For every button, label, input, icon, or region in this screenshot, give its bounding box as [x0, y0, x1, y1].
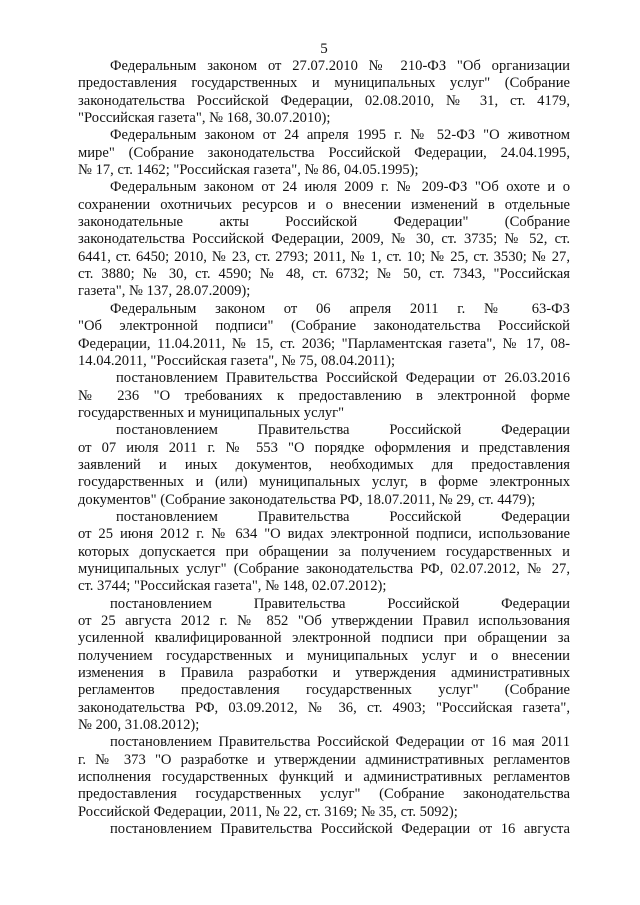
text-line: постановлением Правительства Российской Федерации — [110, 595, 570, 612]
text-line: Федеральным законом от 27.07.2010 № 210-ФЗ "Об организации — [110, 58, 570, 74]
legal-reference-paragraph — [78, 596, 570, 735]
legal-reference-paragraph — [78, 179, 570, 300]
text-line: ст. 3880; № 30, ст. 4590; № 48, ст. 6732; № 50, ст. 7343, "Российская — [78, 266, 570, 283]
text-line: Федеральным законом от 24 июля 2009 г. № 209-ФЗ "Об охоте и о — [110, 179, 570, 196]
text-line: сохранении охотничьих ресурсов и о внесении изменений в отдельные — [78, 196, 570, 213]
text-line: получением государственных и муниципальных услуг и о внесении — [78, 647, 570, 664]
text-line: законодательные акты Российской Федерации" (Собрание — [78, 214, 570, 231]
text-line: ст. 3744; "Российская газета", № 148, 02.07.2012); — [78, 578, 387, 595]
text-line: постановлением Правительства Российской Федерации от 16 августа — [110, 821, 570, 838]
text-line: № 200, 31.08.2012); — [78, 717, 200, 734]
text-line: исполнения государственных функций и административных регламентов — [78, 769, 570, 786]
text-line: постановлением Правительства Российской Федерации от 16 мая 2011 — [110, 734, 570, 751]
text-line: Федеральным законом от 06 апреля 2011 г. № 63-ФЗ — [110, 300, 570, 317]
text-line: 6441, ст. 6450; 2010, № 23, ст. 2793; 2011, № 1, ст. 10; № 25, ст. 3530; № 27, — [78, 248, 570, 265]
text-line: 14.04.2011, "Российская газета", № 75, 08.04.2011); — [78, 352, 396, 369]
legal-reference-paragraph — [78, 422, 570, 509]
text-line: от 25 июня 2012 г. № 634 "О видах электронной подписи, использование — [78, 526, 570, 543]
text-line: Российской Федерации, 2011, № 22, ст. 3169; № 35, ст. 5092); — [78, 803, 458, 820]
text-line: предоставления государственных услуг" (Собрание законодательства — [78, 786, 570, 803]
text-line: изменения в Правила разработки и утверждения административных — [78, 665, 570, 682]
text-line: государственных и муниципальных услуг" — [78, 404, 345, 421]
text-line: г. № 373 "О разработке и утверждении административных регламентов — [78, 751, 570, 768]
text-line: регламентов предоставления государственных услуг" (Собрание — [78, 682, 570, 699]
text-line: заявлений и иных документов, необходимых для предоставления — [78, 456, 570, 473]
text-line: государственных и (или) муниципальных услуг, в форме электронных — [78, 474, 570, 491]
text-line: муниципальных услуг" (Собрание законодательства РФ, 02.07.2012, № 27, — [78, 560, 570, 577]
text-line: законодательства РФ, 03.09.2012, № 36, ст. 4903; "Российская газета", — [78, 699, 570, 716]
legal-reference-paragraph — [78, 821, 570, 838]
page-number: 5 — [320, 41, 328, 57]
text-line: мире" (Собрание законодательства Российской Федерации, 24.04.1995, — [78, 144, 570, 161]
legal-reference-paragraph — [78, 127, 570, 179]
text-line: которых допускается при обращении за получением государственных и — [78, 543, 570, 560]
legal-reference-paragraph — [78, 734, 570, 821]
text-line: постановлением Правительства Российской Федерации от 26.03.2016 — [116, 370, 570, 387]
text-line: постановлением Правительства Российской Федерации — [116, 508, 570, 525]
text-line: "Российская газета", № 168, 30.07.2010); — [78, 110, 331, 127]
text-line: предоставления государственных и муниципальных услуг" (Собрание — [78, 75, 570, 92]
legal-reference-paragraph — [78, 370, 570, 422]
legal-reference-paragraph — [78, 301, 570, 370]
legal-reference-paragraph — [78, 58, 570, 127]
text-line: законодательства Российской Федерации, 2009, № 30, ст. 3735; № 52, ст. — [78, 231, 570, 248]
text-line: документов" (Собрание законодательства РФ, 18.07.2011, № 29, ст. 4479); — [78, 491, 536, 508]
text-line: от 07 июля 2011 г. № 553 "О порядке оформления и представления — [78, 439, 570, 456]
text-line: от 25 августа 2012 г. № 852 "Об утверждении Правил использования — [78, 613, 570, 629]
legal-reference-paragraph — [78, 509, 570, 596]
text-line: № 17, ст. 1462; "Российская газета", № 86, 04.05.1995); — [78, 162, 419, 179]
text-line: усиленной квалифицированной электронной подписи при обращении за — [78, 630, 570, 647]
text-line: газета", № 137, 28.07.2009); — [78, 283, 251, 300]
text-line: "Об электронной подписи" (Собрание законодательства Российской — [78, 318, 570, 335]
text-line: постановлением Правительства Российской Федерации — [116, 422, 570, 439]
text-line: Федерации, 11.04.2011, № 15, ст. 2036; "Парламентская газета", № 17, 08- — [78, 335, 570, 352]
document-body — [78, 58, 570, 838]
text-line: Федеральным законом от 24 апреля 1995 г. № 52-ФЗ "О животном — [110, 127, 570, 144]
text-line: законодательства Российской Федерации, 02.08.2010, № 31, ст. 4179, — [78, 92, 570, 109]
text-line: № 236 "О требованиях к предоставлению в электронной форме — [78, 387, 570, 404]
